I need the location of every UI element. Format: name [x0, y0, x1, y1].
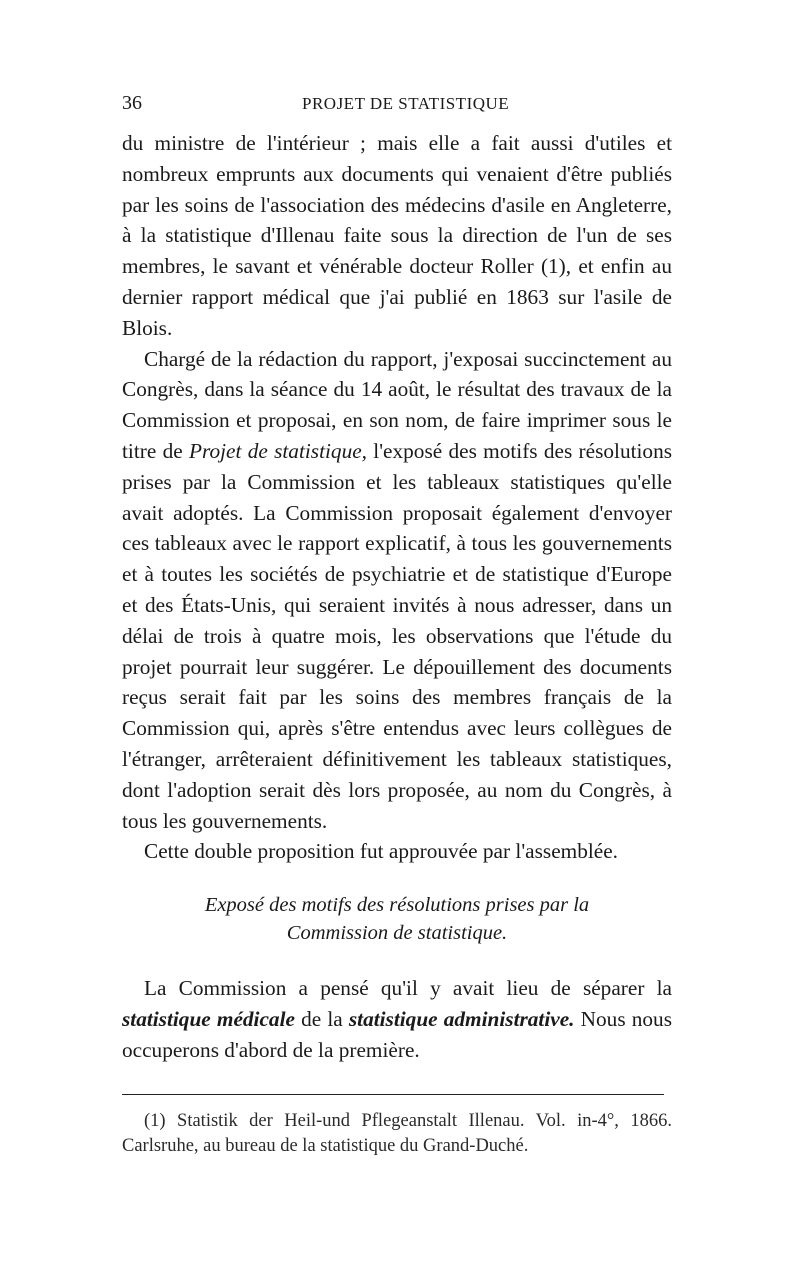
running-title: PROJET DE STATISTIQUE [302, 94, 510, 113]
paragraph-text: La Commission a pensé qu'il y avait lieu de séparer la [144, 976, 672, 1001]
paragraph-text: l'exposé des motifs des résolutions prises par la Commission et les tableaux statistiques qu'elle avait adoptés. La Commission proposait également d'envoyer ces tableaux avec le rapport explicatif, à tous les gouvernements et à toutes les sociétés de psychiatrie et de statistique d'Europe et des États-Unis, qui seraient invités à nous adresser, dans un délai de trois à quatre mois, les observations que l'étude du projet pourrait leur suggérer. Le dépouillement des documents reçus serait fait par les soins des membres français de la Commission qui, après s'être entendus avec leurs collègues de l'étranger, arrêteraient définitivement les tableaux statistiques, dont l'adoption serait dès lors proposée, au nom du Congrès, à tous les gouvernements. [122, 438, 673, 833]
section-heading-line-2: Commission de statistique. [286, 922, 508, 945]
main-text [122, 128, 672, 867]
paragraph-commission [122, 973, 672, 1065]
italic-term-administrative: statistique administrative. [348, 1006, 575, 1031]
paragraph-text: de la [294, 1006, 349, 1031]
paragraph-approval [122, 836, 672, 867]
section-body [122, 973, 672, 1065]
paragraph-continuation [122, 128, 672, 344]
section-heading [122, 891, 672, 947]
footnote-divider [122, 1094, 664, 1095]
book-page [122, 92, 672, 1159]
paragraph-report [122, 344, 672, 837]
footnote [122, 1109, 672, 1159]
page-header [122, 92, 672, 116]
paragraph-text: Nous nous occuperons d'abord de la première. [122, 1006, 672, 1062]
paragraph-text: du ministre de l'intérieur ; mais elle a fait aussi d'utiles et nombreux emprunts aux documents qui venaient d'être publiés par les soins de l'association des médecins d'asile en Angleterre, à la statistique d'Illenau faite sous la direction de l'un de ses membres, le savant et vénérable docteur Roller (1), et enfin au dernier rapport médical que j'ai publié en 1863 sur l'asile de Blois. [122, 131, 672, 340]
paragraph-text: Cette double proposition fut approuvée par l'assemblée. [144, 839, 619, 864]
italic-term-medical: statistique médicale [122, 1006, 295, 1031]
paragraph-text: Chargé de la rédaction du rapport, j'exposai succinctement au Congrès, dans la séance du 14 août, le résultat des travaux de la Commission et proposai, en son nom, de faire imprimer sous le titre de [122, 346, 672, 463]
italic-title: Projet de statistique, [188, 438, 367, 463]
page-number: 36 [122, 92, 142, 114]
section-heading-line-1: Exposé des motifs des résolutions prises par la [204, 894, 590, 917]
footnote-text: (1) Statistik der Heil-und Pflegeanstalt Illenau. Vol. in-4°, 1866. Carlsruhe, au bureau de la statistique du Grand-Duché. [122, 1110, 672, 1156]
